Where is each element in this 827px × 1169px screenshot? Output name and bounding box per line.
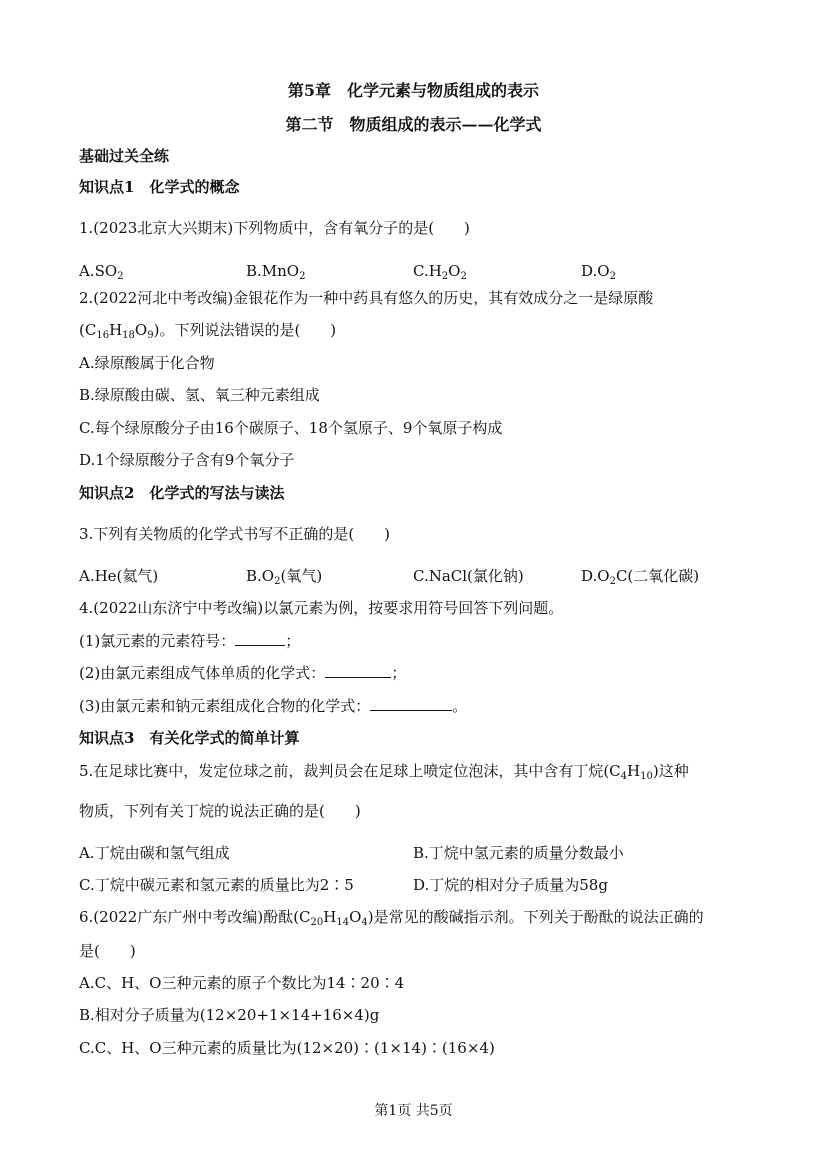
question-2-option-d: D.1个绿原酸分子含有9个氧分子 (79, 451, 295, 469)
question-3-stem: 3.下列有关物质的化学式书写不正确的是( ) (79, 525, 391, 543)
question-5-stem-line1: 5.在足球比赛中，发定位球之前，裁判员会在足球上喷定位泡沫，其中含有丁烷$(C_4H_{10})$这种 (79, 762, 689, 782)
knowledge-point-2: 知识点2 化学式的写法与读法 (79, 484, 285, 502)
answer-blank[interactable] (370, 696, 452, 711)
question-6-option-a: A.C、H、O三种元素的原子个数比为14∶20∶4 (79, 974, 405, 992)
question-4-part-3: (3)由氯元素和钠元素组成化合物的化学式： 。 (79, 697, 468, 715)
question-2-stem-line1: 2.(2022河北中考改编)金银花作为一种中药具有悠久的历史，其有效成分之一是绿原酸 (79, 289, 654, 307)
question-5-option-a: A.丁烷由碳和氢气组成 (79, 844, 230, 862)
question-1-stem: 1.(2023北京大兴期末)下列物质中，含有氧分子的是( ) (79, 219, 470, 237)
question-1-option-a: $A.SO_2$ (79, 262, 124, 282)
question-6-option-c: C.C、H、O三种元素的质量比为(12×20)∶(1×14)∶(16×4) (79, 1039, 495, 1057)
question-2-option-b: B.绿原酸由碳、氢、氧三种元素组成 (79, 386, 320, 404)
question-5-stem-line2: 物质，下列有关丁烷的说法正确的是( ) (79, 802, 361, 820)
question-2-stem-line2: $(C_{16}H_{18}O_9)$。下列说法错误的是( ) (79, 321, 337, 341)
question-1-option-c: $C.H_2O_2$ (413, 262, 467, 282)
question-6-stem-line2: 是( ) (79, 942, 136, 960)
question-1-option-b: B.MnO$_2$ (246, 262, 306, 282)
question-2-option-a: A.绿原酸属于化合物 (79, 354, 215, 372)
question-5-option-c: C.丁烷中碳元素和氢元素的质量比为2∶5 (79, 876, 354, 894)
knowledge-point-3: 知识点3 有关化学式的简单计算 (79, 729, 300, 747)
answer-blank[interactable] (235, 631, 285, 646)
section-label: 基础过关全练 (79, 147, 170, 165)
question-3-option-d: $D.O_2C$(二氧化碳) (581, 567, 700, 587)
question-4-stem: 4.(2022山东济宁中考改编)以氯元素为例，按要求用符号回答下列问题。 (79, 599, 564, 617)
question-1-option-d: $D.O_2$ (581, 262, 616, 282)
question-3-option-b: $B.O_2$(氧气) (246, 567, 323, 587)
question-6-stem-line1: 6.(2022广东广州中考改编)酚酞$(C_{20}H_{14}O_4)$是常见的酸碱指示剂。下列关于酚酞的说法正确的 (79, 908, 704, 928)
answer-blank[interactable] (325, 663, 391, 678)
section-title: 第二节 物质组成的表示——化学式 (285, 115, 542, 134)
chapter-title: 第5章 化学元素与物质组成的表示 (287, 81, 540, 100)
question-4-part-2: (2)由氯元素组成气体单质的化学式： ； (79, 664, 407, 682)
question-5-option-d: D.丁烷的相对分子质量为58g (413, 876, 608, 894)
question-2-option-c: C.每个绿原酸分子由16个碳原子、18个氢原子、9个氧原子构成 (79, 419, 503, 437)
question-6-option-b: B.相对分子质量为(12×20+1×14+16×4)g (79, 1006, 380, 1024)
question-3-option-a: A.He(氦气) (79, 567, 159, 585)
question-3-option-c: C.NaCl(氯化钠) (413, 567, 524, 585)
knowledge-point-1: 知识点1 化学式的概念 (79, 178, 240, 196)
page-footer: 第1页 共5页 (374, 1103, 453, 1119)
question-5-option-b: B.丁烷中氢元素的质量分数最小 (413, 844, 624, 862)
question-4-part-1: (1)氯元素的元素符号： ； (79, 632, 301, 650)
